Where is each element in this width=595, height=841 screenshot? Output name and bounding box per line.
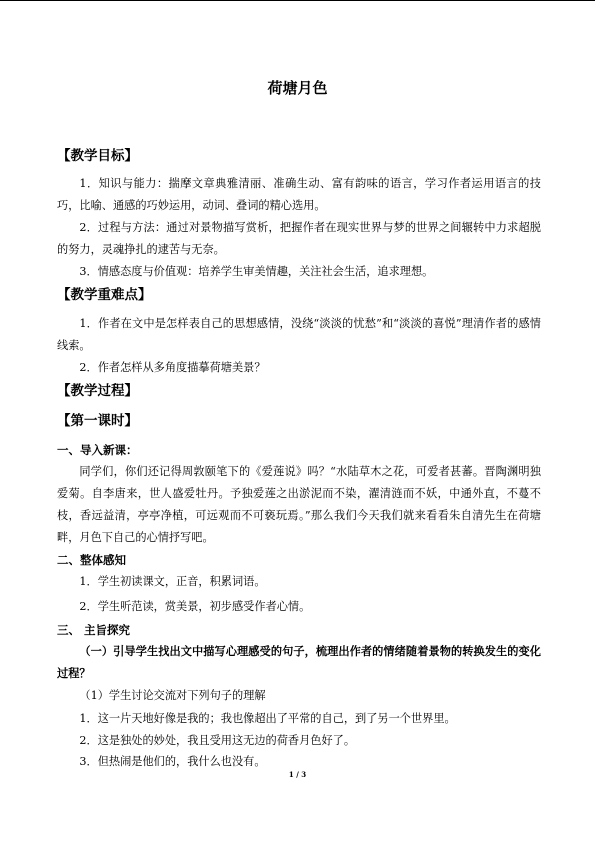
key-point-item-2: 2．作者怎样从多角度描摹荷塘美景？ bbox=[79, 361, 266, 374]
key-point-item-1: 1．作者在文中是怎样表自己的思想感情，没绕“淡淡的忧愁”和“淡淡的喜悦”理清作者的感情线索。 bbox=[57, 317, 541, 352]
lesson-heading: 【第一课时】 bbox=[57, 413, 138, 429]
process-heading: 【教学过程】 bbox=[57, 383, 138, 399]
sentence-item-1: 1．这一片天地好像是我的；我也像超出了平常的自己，到了另一个世界里。 bbox=[79, 712, 456, 725]
page-title: 荷塘月色 bbox=[267, 79, 328, 97]
sentence-item-2: 2．这是独处的妙处，我且受用这无边的荷香月色好了。 bbox=[79, 734, 356, 747]
overall-item-1: 1．学生初读课文，正音，积累词语。 bbox=[79, 575, 266, 588]
objective-item-2: 2．过程与方法：通过对景物描写赏析，把握作者在现实世界与梦的世界之间辗转中力求超脱的努力，灵魂挣扎的逮苦与无奈。 bbox=[57, 221, 541, 256]
sentence-item-3: 3．但热闹是他们的，我什么也没有。 bbox=[79, 755, 266, 768]
overall-item-2: 2．学生听范读，赏美景，初步感受作者心情。 bbox=[79, 600, 311, 613]
objective-item-1: 1．知识与能力：揣摩文章典雅清丽、准确生动、富有韵味的语言，学习作者运用语言的技巧，比喻、通感的巧妙运用，动词、叠词的精心选用。 bbox=[57, 177, 541, 212]
explore-task: （一）引导学生找出文中描写心理感受的句子，梳理出作者的情绪随着景物的转换发生的变化过程？ bbox=[57, 645, 541, 680]
explore-heading: 三、 主旨探究 bbox=[57, 623, 131, 637]
key-points-heading: 【教学重难点】 bbox=[57, 287, 152, 303]
intro-heading: 一、导入新课： bbox=[57, 443, 138, 457]
objective-item-3: 3．情感态度与价值观：培养学生审美情趣，关注社会生活，追求理想。 bbox=[79, 265, 434, 278]
objectives-heading: 【教学目标】 bbox=[57, 148, 138, 164]
intro-paragraph: 同学们，你们还记得周敦颐笔下的《爱莲说》吗？“水陆草木之花，可爱者甚蕃。晋陶渊明独爱菊。自李唐来，世人盛爱牡丹。予独爱莲之出淤泥而不染，濯清涟而不妖，中通外直，不蔓不枝，香远益清，亭亭净植，可远观而不可亵玩焉。”那么我们今天我们就来看看朱自清先生在荷塘畔，月色下自己的心情抒写吧。 bbox=[57, 465, 541, 544]
page-number: 1 / 3 bbox=[288, 770, 307, 779]
overall-heading: 二、整体感知 bbox=[57, 553, 126, 567]
discussion-intro: （1）学生讨论交流对下列句子的理解 bbox=[79, 689, 266, 702]
